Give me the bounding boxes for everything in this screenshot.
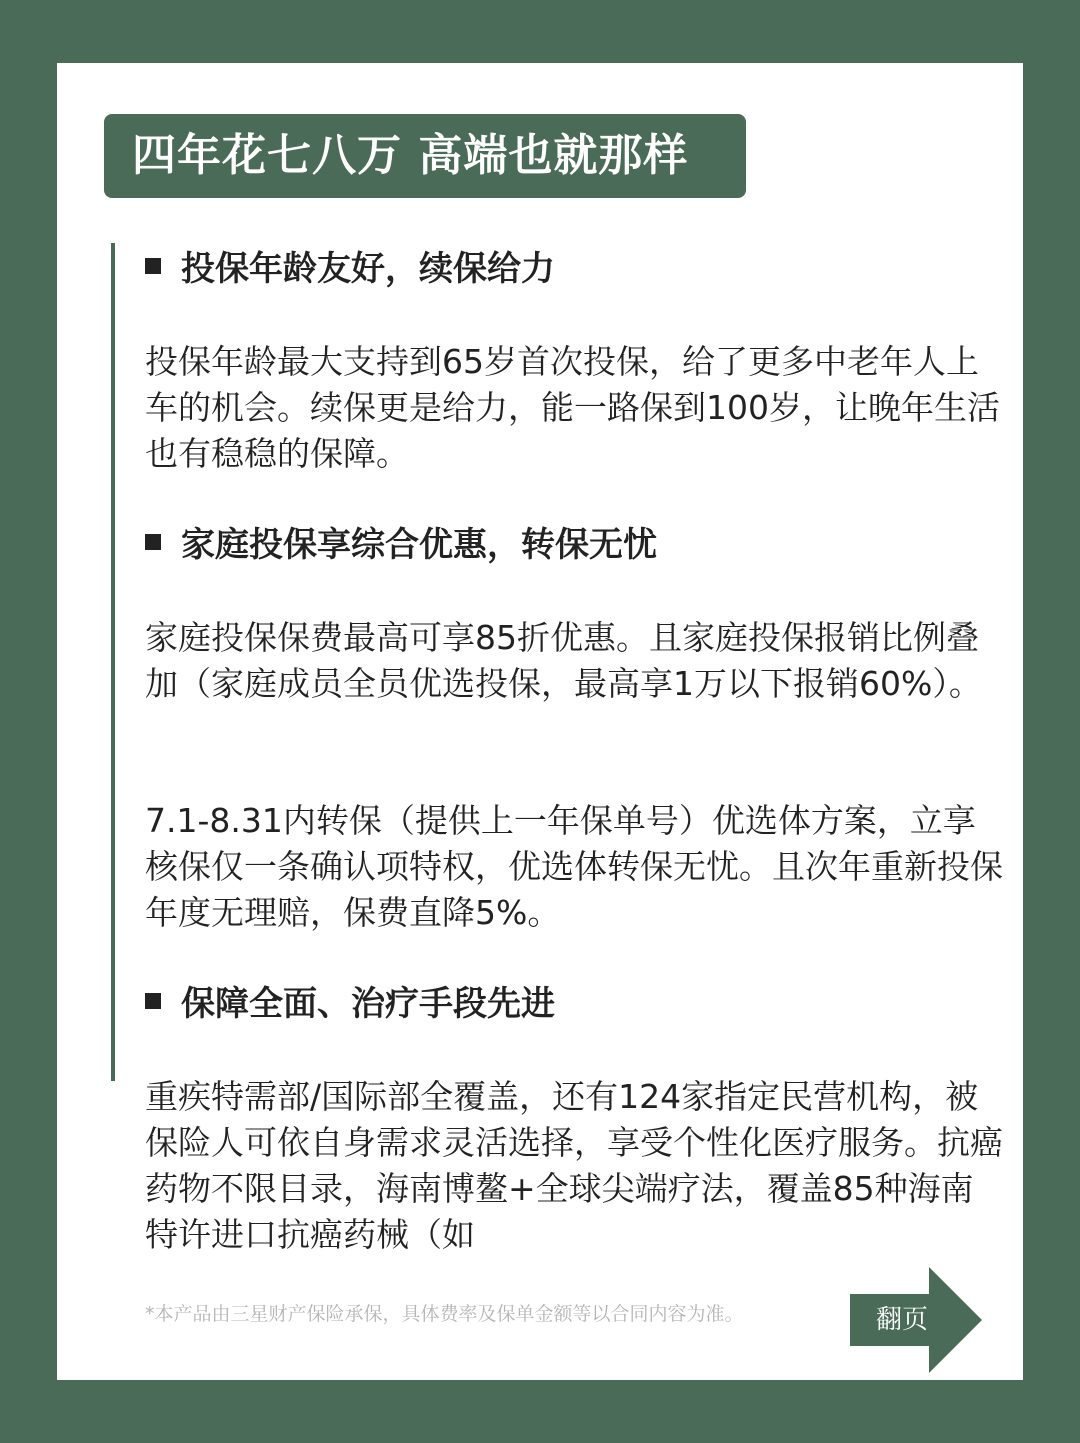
bullet-square-icon [145,993,161,1009]
section-heading-1 [145,246,555,292]
next-page-button[interactable] [850,1267,982,1373]
section-heading-1-text: 投保年龄友好，续保给力 [181,249,555,289]
section-2-paragraph-1: 家庭投保保费最高可享85折优惠。且家庭投保报销比例叠加（家庭成员全员优选投保，最高享1万以下报销60%）。 [145,618,982,703]
section-heading-3-text: 保障全面、治疗手段先进 [181,984,555,1024]
bullet-square-icon [145,534,161,550]
section-heading-3 [145,981,555,1027]
section-heading-2 [145,522,657,568]
section-divider-line [111,243,115,1081]
next-page-label: 翻页 [876,1305,929,1335]
section-2-paragraph-2: 7.1-8.31内转保（提供上一年保单号）优选体方案，立享核保仅一条确认项特权，优选体转保无忧。且次年重新投保年度无理赔，保费直降5%。 [145,801,1003,932]
section-3-paragraph-1: 重疾特需部/国际部全覆盖，还有124家指定民营机构，被保险人可依自身需求灵活选择，享受个性化医疗服务。抗癌药物不限目录，海南博鳌+全球尖端疗法，覆盖85种海南特许进口抗癌药械（如 [145,1077,1003,1254]
disclaimer-footnote: *本产品由三星财产保险承保，具体费率及保单金额等以合同内容为准。 [145,1303,744,1325]
page-title: 四年花七八万 高端也就那样 [104,114,746,198]
content-card [57,63,1023,1380]
bullet-square-icon [145,258,161,274]
section-heading-2-text: 家庭投保享综合优惠，转保无忧 [181,525,657,565]
section-1-paragraph-1: 投保年龄最大支持到65岁首次投保，给了更多中老年人上车的机会。续保更是给力，能一路保到100岁，让晚年生活也有稳稳的保障。 [145,342,1000,473]
